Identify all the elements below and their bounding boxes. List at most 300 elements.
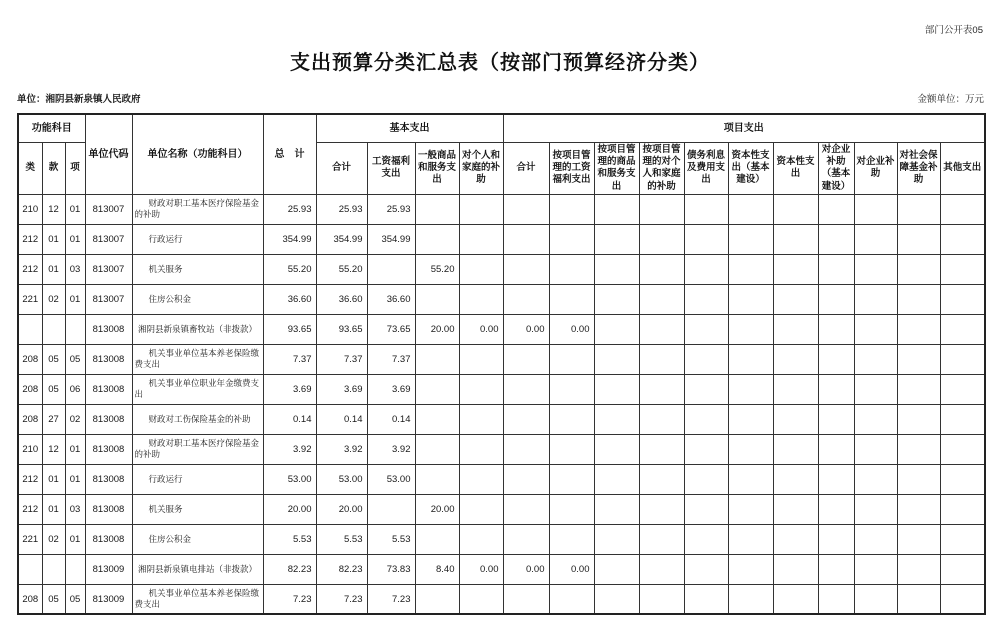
value-cell	[549, 434, 594, 464]
value-cell: 8.40	[415, 554, 459, 584]
value-cell	[684, 434, 728, 464]
func-class-cell: 212	[18, 494, 42, 524]
value-cell	[940, 464, 985, 494]
budget-table	[17, 113, 986, 615]
value-cell: 20.00	[415, 314, 459, 344]
value-cell	[594, 314, 639, 344]
value-cell: 55.20	[263, 254, 316, 284]
value-cell	[503, 344, 549, 374]
value-cell	[897, 374, 940, 404]
unit-name-cell: 机关事业单位基本养老保险缴费支出	[132, 344, 263, 374]
value-cell: 20.00	[263, 494, 316, 524]
func-class-cell	[18, 554, 42, 584]
header-lei: 类	[18, 142, 42, 194]
value-cell	[897, 494, 940, 524]
header-basic-group: 基本支出	[316, 114, 503, 142]
value-cell	[773, 404, 818, 434]
unit-code-cell: 813008	[85, 464, 132, 494]
unit-code-cell: 813008	[85, 524, 132, 554]
value-cell: 53.00	[316, 464, 367, 494]
func-class-cell: 210	[18, 194, 42, 224]
value-cell: 0.00	[549, 314, 594, 344]
func-class-cell: 221	[18, 524, 42, 554]
value-cell	[503, 404, 549, 434]
value-cell	[459, 344, 503, 374]
header-xiang: 项	[65, 142, 85, 194]
func-section-cell: 27	[42, 404, 65, 434]
func-item-cell	[65, 554, 85, 584]
value-cell	[940, 524, 985, 554]
value-cell: 5.53	[263, 524, 316, 554]
value-cell	[854, 524, 897, 554]
value-cell	[639, 314, 684, 344]
unit-name-cell: 机关服务	[132, 494, 263, 524]
value-cell	[594, 344, 639, 374]
value-cell	[594, 464, 639, 494]
value-cell: 0.14	[263, 404, 316, 434]
value-cell	[415, 194, 459, 224]
table-row	[18, 584, 985, 614]
value-cell: 3.69	[316, 374, 367, 404]
value-cell	[684, 374, 728, 404]
header-proj-social-security: 对社会保障基金补助	[897, 142, 940, 194]
value-cell	[459, 284, 503, 314]
value-cell	[940, 374, 985, 404]
value-cell	[459, 464, 503, 494]
value-cell	[459, 434, 503, 464]
value-cell	[459, 194, 503, 224]
value-cell	[773, 374, 818, 404]
header-proj-capital: 资本性支出	[773, 142, 818, 194]
value-cell: 3.92	[367, 434, 415, 464]
value-cell	[684, 584, 728, 614]
func-section-cell: 05	[42, 374, 65, 404]
value-cell	[639, 194, 684, 224]
value-cell	[854, 224, 897, 254]
value-cell	[415, 524, 459, 554]
func-class-cell: 208	[18, 404, 42, 434]
value-cell: 82.23	[316, 554, 367, 584]
func-item-cell: 02	[65, 404, 85, 434]
value-cell: 354.99	[367, 224, 415, 254]
value-cell: 0.00	[503, 554, 549, 584]
value-cell	[684, 524, 728, 554]
value-cell: 7.37	[263, 344, 316, 374]
value-cell	[854, 434, 897, 464]
value-cell	[549, 284, 594, 314]
value-cell	[684, 314, 728, 344]
func-item-cell: 05	[65, 584, 85, 614]
table-row	[18, 194, 985, 224]
value-cell: 55.20	[316, 254, 367, 284]
value-cell	[818, 524, 854, 554]
value-cell	[639, 524, 684, 554]
header-unit-code: 单位代码	[85, 114, 132, 194]
func-class-cell: 212	[18, 464, 42, 494]
value-cell: 25.93	[316, 194, 367, 224]
value-cell	[854, 464, 897, 494]
func-section-cell: 05	[42, 344, 65, 374]
value-cell: 93.65	[316, 314, 367, 344]
value-cell	[940, 434, 985, 464]
value-cell: 5.53	[367, 524, 415, 554]
value-cell	[684, 284, 728, 314]
value-cell	[639, 224, 684, 254]
value-cell	[549, 524, 594, 554]
value-cell: 25.93	[367, 194, 415, 224]
value-cell	[854, 344, 897, 374]
value-cell	[940, 314, 985, 344]
value-cell	[818, 194, 854, 224]
value-cell	[639, 374, 684, 404]
value-cell	[459, 374, 503, 404]
value-cell	[818, 224, 854, 254]
value-cell	[503, 464, 549, 494]
value-cell	[684, 224, 728, 254]
func-class-cell: 210	[18, 434, 42, 464]
unit-name-cell: 机关服务	[132, 254, 263, 284]
value-cell	[639, 434, 684, 464]
header-total: 总 计	[263, 114, 316, 194]
value-cell: 36.60	[316, 284, 367, 314]
unit-code-cell: 813007	[85, 254, 132, 284]
func-section-cell	[42, 314, 65, 344]
value-cell	[854, 284, 897, 314]
value-cell: 55.20	[415, 254, 459, 284]
value-cell	[728, 584, 773, 614]
value-cell	[684, 464, 728, 494]
value-cell	[367, 254, 415, 284]
func-item-cell: 01	[65, 224, 85, 254]
table-row	[18, 404, 985, 434]
value-cell	[639, 464, 684, 494]
value-cell: 5.53	[316, 524, 367, 554]
value-cell	[818, 464, 854, 494]
func-section-cell: 01	[42, 224, 65, 254]
header-proj-enterprise-construction: 对企业补助（基本建设）	[818, 142, 854, 194]
unit-code-cell: 813007	[85, 194, 132, 224]
value-cell	[940, 344, 985, 374]
value-cell	[728, 344, 773, 374]
func-section-cell: 12	[42, 194, 65, 224]
value-cell: 36.60	[263, 284, 316, 314]
doc-label: 部门公开表05	[924, 25, 983, 36]
value-cell	[549, 404, 594, 434]
value-cell	[854, 554, 897, 584]
amount-unit-label: 金额单位：万元	[917, 94, 984, 105]
value-cell	[854, 254, 897, 284]
func-item-cell: 05	[65, 344, 85, 374]
value-cell	[459, 254, 503, 284]
value-cell	[897, 284, 940, 314]
header-kuan: 款	[42, 142, 65, 194]
value-cell: 354.99	[316, 224, 367, 254]
value-cell: 20.00	[415, 494, 459, 524]
value-cell	[773, 224, 818, 254]
value-cell: 93.65	[263, 314, 316, 344]
func-section-cell: 01	[42, 494, 65, 524]
value-cell	[940, 554, 985, 584]
value-cell	[818, 494, 854, 524]
value-cell	[594, 224, 639, 254]
unit-code-cell: 813008	[85, 314, 132, 344]
value-cell	[818, 344, 854, 374]
value-cell	[728, 464, 773, 494]
value-cell	[549, 194, 594, 224]
func-item-cell: 01	[65, 284, 85, 314]
table-row	[18, 554, 985, 584]
unit-name-cell: 湘阴县新泉镇电排站（非拨款）	[132, 554, 263, 584]
value-cell	[897, 524, 940, 554]
value-cell	[503, 374, 549, 404]
value-cell	[897, 314, 940, 344]
value-cell	[639, 404, 684, 434]
header-proj-total: 合计	[503, 142, 549, 194]
unit-name-cell: 住房公积金	[132, 524, 263, 554]
value-cell	[459, 404, 503, 434]
value-cell	[773, 434, 818, 464]
value-cell	[594, 374, 639, 404]
value-cell: 20.00	[316, 494, 367, 524]
value-cell	[503, 194, 549, 224]
func-section-cell: 02	[42, 524, 65, 554]
value-cell	[549, 374, 594, 404]
value-cell: 53.00	[367, 464, 415, 494]
func-class-cell	[18, 314, 42, 344]
value-cell: 25.93	[263, 194, 316, 224]
value-cell: 3.92	[316, 434, 367, 464]
value-cell	[728, 554, 773, 584]
value-cell	[728, 524, 773, 554]
value-cell	[854, 374, 897, 404]
header-proj-personal: 按项目管理的对个人和家庭的补助	[639, 142, 684, 194]
unit-code-cell: 813008	[85, 404, 132, 434]
func-section-cell: 01	[42, 464, 65, 494]
func-class-cell: 212	[18, 254, 42, 284]
func-section-cell	[42, 554, 65, 584]
value-cell	[684, 494, 728, 524]
value-cell	[549, 254, 594, 284]
value-cell: 73.65	[367, 314, 415, 344]
value-cell	[773, 254, 818, 284]
func-class-cell: 208	[18, 344, 42, 374]
func-section-cell: 02	[42, 284, 65, 314]
value-cell	[503, 494, 549, 524]
func-item-cell: 01	[65, 194, 85, 224]
func-class-cell: 221	[18, 284, 42, 314]
value-cell	[818, 254, 854, 284]
value-cell	[897, 464, 940, 494]
unit-code-cell: 813009	[85, 554, 132, 584]
unit-code-cell: 813008	[85, 434, 132, 464]
value-cell	[728, 494, 773, 524]
value-cell	[549, 224, 594, 254]
header-basic-personal: 对个人和家庭的补助	[459, 142, 503, 194]
value-cell	[594, 434, 639, 464]
value-cell	[459, 224, 503, 254]
unit-code-cell: 813007	[85, 284, 132, 314]
table-row	[18, 494, 985, 524]
unit-code-cell: 813008	[85, 494, 132, 524]
value-cell	[773, 464, 818, 494]
value-cell	[684, 254, 728, 284]
value-cell	[415, 464, 459, 494]
value-cell	[818, 584, 854, 614]
unit-name-cell: 湘阴县新泉镇畜牧站（非拨款）	[132, 314, 263, 344]
header-basic-goods: 一般商品和服务支出	[415, 142, 459, 194]
unit-name-cell: 住房公积金	[132, 284, 263, 314]
value-cell	[728, 284, 773, 314]
unit-name-cell: 行政运行	[132, 224, 263, 254]
table-row	[18, 254, 985, 284]
value-cell	[639, 494, 684, 524]
value-cell	[415, 434, 459, 464]
value-cell	[594, 194, 639, 224]
unit-code-cell: 813007	[85, 224, 132, 254]
value-cell	[367, 494, 415, 524]
value-cell: 7.23	[367, 584, 415, 614]
value-cell	[728, 374, 773, 404]
value-cell	[773, 524, 818, 554]
value-cell: 0.14	[316, 404, 367, 434]
value-cell	[940, 224, 985, 254]
value-cell	[594, 554, 639, 584]
func-item-cell: 06	[65, 374, 85, 404]
value-cell	[773, 554, 818, 584]
value-cell	[639, 284, 684, 314]
value-cell	[549, 464, 594, 494]
value-cell	[503, 584, 549, 614]
value-cell: 0.00	[503, 314, 549, 344]
value-cell	[639, 554, 684, 584]
value-cell	[897, 194, 940, 224]
value-cell	[854, 584, 897, 614]
value-cell: 7.37	[367, 344, 415, 374]
unit-code-cell: 813008	[85, 344, 132, 374]
value-cell	[728, 404, 773, 434]
value-cell	[818, 554, 854, 584]
value-cell: 0.14	[367, 404, 415, 434]
table-header	[18, 114, 985, 194]
value-cell	[773, 284, 818, 314]
table-row	[18, 524, 985, 554]
header-basic-total: 合计	[316, 142, 367, 194]
func-item-cell: 01	[65, 464, 85, 494]
value-cell: 3.69	[367, 374, 415, 404]
table-row	[18, 224, 985, 254]
value-cell	[684, 554, 728, 584]
unit-name-cell: 财政对工伤保险基金的补助	[132, 404, 263, 434]
unit-name-cell: 财政对职工基本医疗保险基金的补助	[132, 194, 263, 224]
value-cell: 354.99	[263, 224, 316, 254]
value-cell: 0.00	[459, 554, 503, 584]
unit-name-cell: 机关事业单位基本养老保险缴费支出	[132, 584, 263, 614]
value-cell	[773, 494, 818, 524]
header-proj-enterprise: 对企业补助	[854, 142, 897, 194]
value-cell	[594, 284, 639, 314]
value-cell	[940, 404, 985, 434]
value-cell	[773, 194, 818, 224]
value-cell	[854, 194, 897, 224]
func-item-cell: 03	[65, 254, 85, 284]
value-cell	[773, 584, 818, 614]
value-cell	[684, 344, 728, 374]
header-proj-other: 其他支出	[940, 142, 985, 194]
value-cell	[639, 344, 684, 374]
unit-code-cell: 813008	[85, 374, 132, 404]
value-cell	[594, 404, 639, 434]
header-basic-salary: 工资福利支出	[367, 142, 415, 194]
value-cell	[728, 254, 773, 284]
value-cell	[684, 194, 728, 224]
value-cell	[897, 434, 940, 464]
value-cell	[415, 284, 459, 314]
func-class-cell: 212	[18, 224, 42, 254]
func-class-cell: 208	[18, 584, 42, 614]
value-cell	[503, 524, 549, 554]
value-cell	[940, 284, 985, 314]
value-cell: 7.23	[316, 584, 367, 614]
value-cell	[549, 584, 594, 614]
value-cell	[728, 224, 773, 254]
value-cell	[897, 254, 940, 284]
header-project-group: 项目支出	[503, 114, 985, 142]
value-cell: 0.00	[459, 314, 503, 344]
value-cell	[897, 404, 940, 434]
value-cell	[897, 554, 940, 584]
page-title: 支出预算分类汇总表（按部门预算经济分类）	[290, 52, 710, 74]
func-section-cell: 12	[42, 434, 65, 464]
value-cell	[503, 224, 549, 254]
value-cell	[415, 224, 459, 254]
value-cell: 36.60	[367, 284, 415, 314]
value-cell	[415, 584, 459, 614]
value-cell	[594, 494, 639, 524]
value-cell	[773, 314, 818, 344]
header-unit-name: 单位名称（功能科目）	[132, 114, 263, 194]
func-item-cell	[65, 314, 85, 344]
value-cell	[503, 284, 549, 314]
value-cell	[415, 344, 459, 374]
table-row	[18, 464, 985, 494]
value-cell	[854, 404, 897, 434]
header-func-subject: 功能科目	[18, 114, 85, 142]
table-body	[18, 194, 985, 614]
func-section-cell: 05	[42, 584, 65, 614]
value-cell	[684, 404, 728, 434]
value-cell: 0.00	[549, 554, 594, 584]
table-row	[18, 344, 985, 374]
value-cell: 3.69	[263, 374, 316, 404]
value-cell	[897, 584, 940, 614]
value-cell	[459, 584, 503, 614]
value-cell	[854, 494, 897, 524]
func-item-cell: 01	[65, 434, 85, 464]
value-cell	[940, 254, 985, 284]
value-cell	[639, 584, 684, 614]
value-cell	[854, 314, 897, 344]
value-cell	[549, 494, 594, 524]
value-cell: 7.37	[316, 344, 367, 374]
value-cell	[594, 254, 639, 284]
value-cell	[594, 584, 639, 614]
table-row	[18, 314, 985, 344]
func-section-cell: 01	[42, 254, 65, 284]
unit-label: 单位：湘阴县新泉镇人民政府	[17, 94, 141, 105]
value-cell	[503, 254, 549, 284]
value-cell: 3.92	[263, 434, 316, 464]
value-cell	[459, 494, 503, 524]
